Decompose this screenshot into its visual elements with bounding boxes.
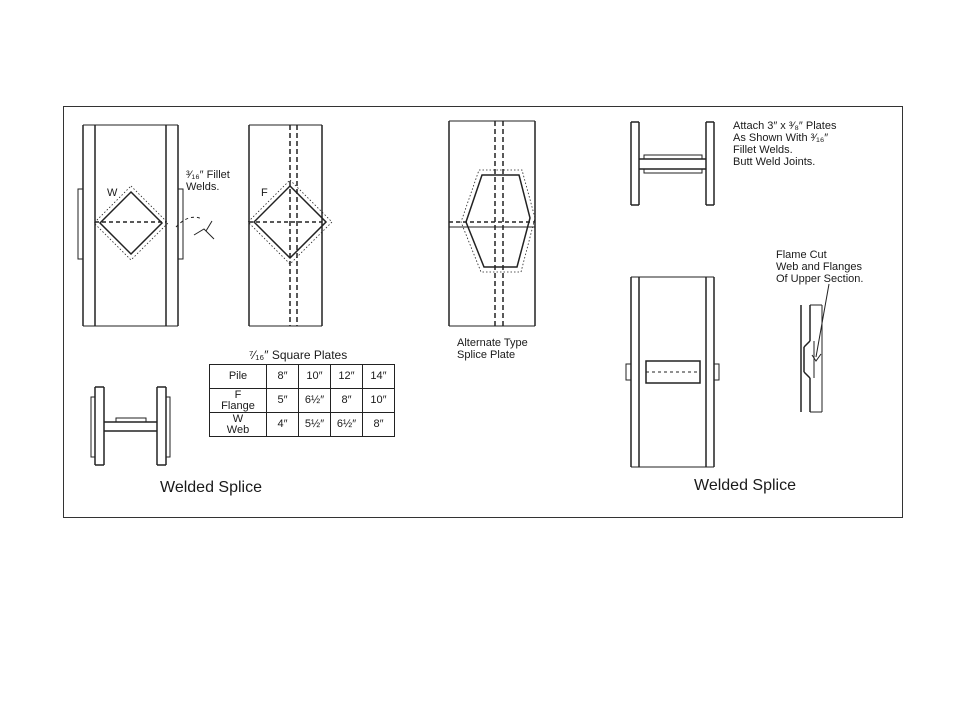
row-header: W Web [210, 413, 267, 437]
table-cell: 10″ [363, 389, 395, 413]
flame-cut-note: Flame Cut Web and Flanges Of Upper Section. [776, 249, 864, 285]
square-plates-title: ⁷⁄₁₆″ Square Plates [249, 348, 348, 362]
table-row [210, 389, 395, 413]
table-cell: 8″ [267, 365, 299, 389]
caption-welded-splice-right: Welded Splice [694, 477, 796, 494]
square-plates-table [209, 364, 395, 437]
table-cell: 5½″ [299, 413, 331, 437]
row-header: Pile [210, 365, 267, 389]
w-mark: W [107, 187, 118, 199]
h-section-plates [631, 122, 714, 205]
table-cell: 6½″ [331, 413, 363, 437]
flame-cut-profile [801, 284, 829, 412]
f-mark: F [261, 187, 268, 199]
pile-elevation-butt-splice [626, 277, 719, 467]
h-section-left [91, 387, 170, 465]
table-cell: 14″ [363, 365, 395, 389]
figure-frame [63, 106, 903, 518]
fillet-weld-note: ³⁄₁₆″ Fillet Welds. [186, 169, 230, 193]
attach-plates-note: Attach 3″ x ³⁄₈″ Plates As Shown With ³⁄₁₆″ Fillet Welds. Butt Weld Joints. [733, 120, 837, 168]
pile-elevation-hexagon [449, 121, 535, 326]
caption-welded-splice-left: Welded Splice [160, 479, 262, 496]
row-header: F Flange [210, 389, 267, 413]
table-cell: 10″ [299, 365, 331, 389]
pile-elevation-diamond-w [78, 125, 183, 326]
table-row [210, 413, 395, 437]
table-cell: 12″ [331, 365, 363, 389]
table-cell: 5″ [267, 389, 299, 413]
table-row [210, 365, 395, 389]
table-cell: 4″ [267, 413, 299, 437]
table-cell: 8″ [331, 389, 363, 413]
alternate-type-note: Alternate Type Splice Plate [457, 337, 528, 361]
table-cell: 6½″ [299, 389, 331, 413]
pile-elevation-diamond-f [248, 125, 332, 326]
table-cell: 8″ [363, 413, 395, 437]
